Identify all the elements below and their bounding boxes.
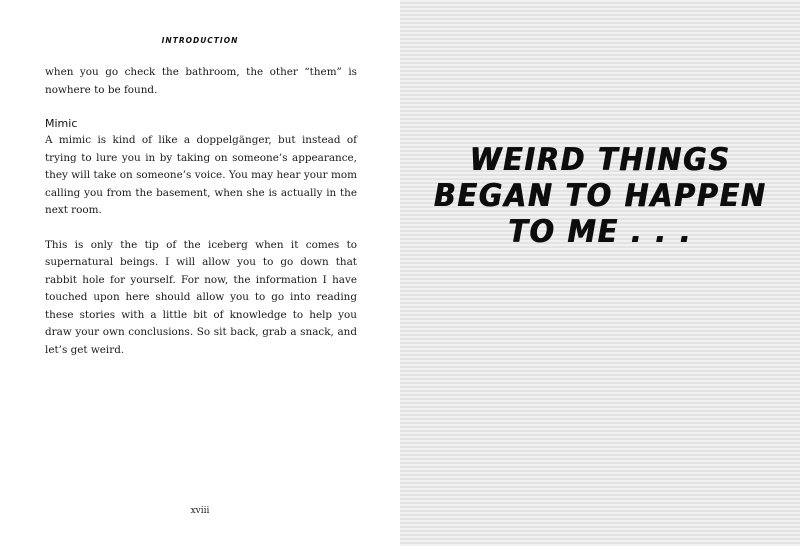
page-number: xviii [190, 506, 210, 516]
section-subhead: Mimic [45, 117, 78, 130]
paragraph-continued: when you go check the bathroom, the other “them” is nowhere to be found. [45, 66, 357, 96]
right-page [400, 0, 800, 546]
title-line: TO ME . . . [507, 214, 693, 250]
title-line: WEIRD THINGS [469, 142, 731, 178]
body-text [45, 64, 357, 359]
running-head: INTRODUCTION [161, 36, 239, 45]
paragraph-closing: This is only the tip of the iceberg when it comes to supernatural beings. I will allow you to go down that rabbit hole for yourself. For now, the information I have touched upon here should allow you to go into reading these stories with a little bit of knowledge to help you draw your own conclusions. So sit back, grab a snack, and let’s get weird. [45, 238, 357, 356]
paragraph-mimic: A mimic is kind of like a doppelgänger, but instead of trying to lure you in by taking on someone’s appearance, they will take on someone’s voice. You may hear your mom calling you from the basement, when she is actually in the next room. [45, 134, 357, 216]
chapter-display-title [416, 142, 784, 250]
title-line: BEGAN TO HAPPEN [433, 178, 767, 214]
